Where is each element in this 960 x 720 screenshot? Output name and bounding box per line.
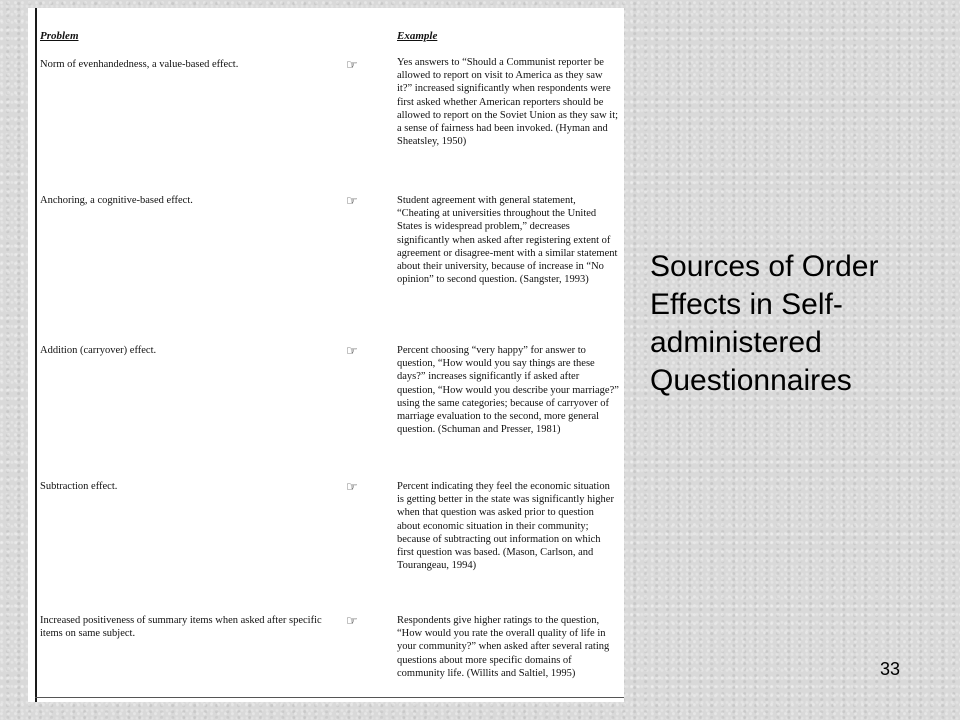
pointing-hand-icon: ☞ bbox=[346, 58, 358, 73]
example-cell: Student agreement with general statement, “Cheating at universities throughout the United States is widespread problem,” decreases significantly when asked after registering extent of agreement or disagree-ment with a similar statement about their university, because of increase in “No opinion” to second question. (Sangster, 1993) bbox=[397, 195, 618, 286]
header-example: Example bbox=[397, 30, 438, 42]
example-cell: Percent choosing “very happy” for answer to question, “How would you say things are these days?” increases significantly if asked after question, “How would you describe your marriage?” using the same categories; because of carryover of marriage evaluation to the second, more general question. (Schuman and Presser, 1981) bbox=[397, 345, 619, 436]
example-cell: Percent indicating they feel the economic situation is getting better in the state was significantly higher when that question was asked prior to question about economic situation in their community; because of subtracting out information on which first question was based. (Mason, Carlson, and Tourangeau, 1994) bbox=[397, 481, 614, 572]
header-problem: Problem bbox=[40, 30, 79, 42]
example-cell: Respondents give higher ratings to the question, “How would you rate the overall quality of life in your community?” when asked after several rating questions about more specific domains of community life. (Willits and Saltiel, 1995) bbox=[397, 615, 610, 679]
bottom-border-line bbox=[35, 697, 624, 698]
left-border-line bbox=[35, 8, 37, 702]
pointing-hand-icon: ☞ bbox=[346, 194, 358, 209]
problem-cell: Addition (carryover) effect. bbox=[40, 345, 157, 356]
problem-cell: Increased positiveness of summary items when asked after specific items on same subject. bbox=[40, 615, 322, 639]
scanned-table-image bbox=[28, 8, 624, 702]
problem-cell: Norm of evenhandedness, a value-based effect. bbox=[40, 59, 239, 70]
problem-cell: Anchoring, a cognitive-based effect. bbox=[40, 195, 193, 206]
page-number: 33 bbox=[880, 659, 901, 679]
pointing-hand-icon: ☞ bbox=[346, 344, 358, 359]
example-cell: Yes answers to “Should a Communist reporter be allowed to report on visit to America as they saw it?” increased significantly when respondents were first asked whether American reporters should be allowed to report on the Soviet Union as they saw it; a sense of fairness had been invoked. (Hyman and Sheatsley, 1950) bbox=[397, 57, 619, 148]
problem-cell: Subtraction effect. bbox=[40, 481, 118, 492]
pointing-hand-icon: ☞ bbox=[346, 614, 358, 629]
slide-title: Sources of Order Effects in Self-administered Questionnaires bbox=[650, 250, 879, 397]
pointing-hand-icon: ☞ bbox=[346, 480, 358, 495]
